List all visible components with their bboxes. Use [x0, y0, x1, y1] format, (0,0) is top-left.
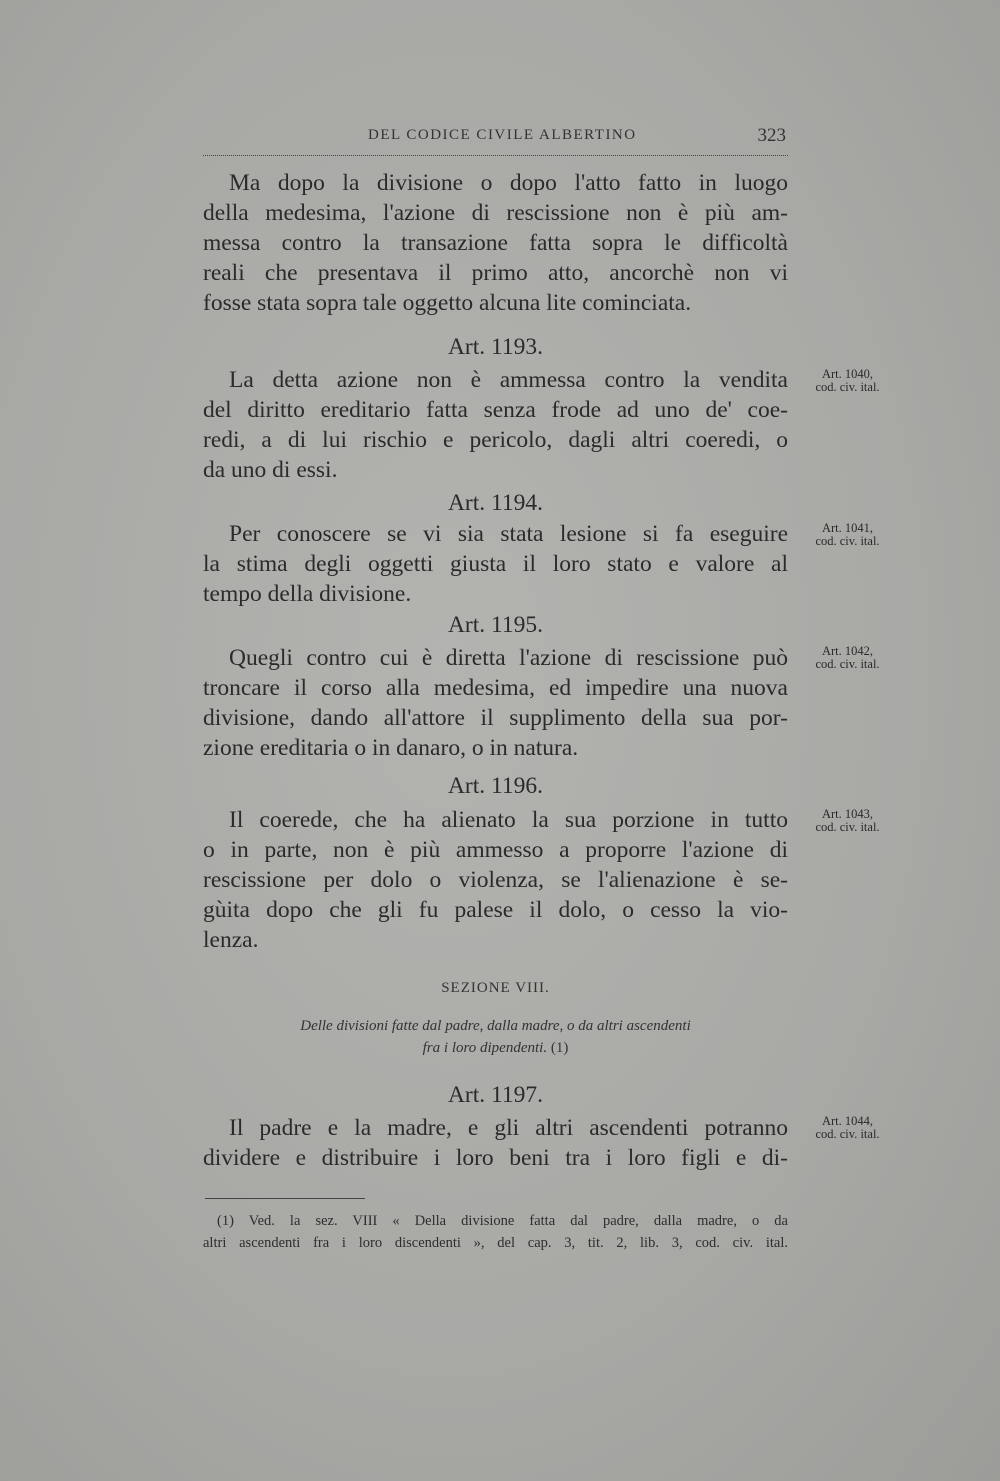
article-heading-1193: Art. 1193. — [447, 334, 544, 360]
margin-note-line: Art. 1040, — [821, 367, 874, 381]
page-number: 323 — [757, 125, 786, 146]
margin-note-line: Art. 1041, — [821, 521, 874, 535]
paragraph-article-1196 — [203, 805, 788, 955]
margin-note-1193 — [800, 368, 895, 394]
section-subtitle — [203, 1015, 788, 1059]
text-line: tempo della divisione. — [203, 581, 412, 607]
text-line: Per conoscere se vi sia stata lesione si fa eseguire — [229, 521, 788, 547]
text-line: Il coerede, che ha alienato la sua porzione in tutto — [229, 807, 788, 833]
margin-note-1195 — [800, 645, 895, 671]
margin-note-line: cod. civ. ital. — [815, 380, 880, 394]
article-heading-1194: Art. 1194. — [447, 490, 544, 516]
text-line: la stima degli oggetti giusta il loro stato e valore al — [203, 551, 788, 577]
text-line: La detta azione non è ammessa contro la vendita — [229, 367, 788, 393]
margin-note-line: Art. 1042, — [821, 644, 874, 658]
text-line: divisione, dando all'attore il supplimento della sua por- — [203, 705, 788, 731]
section-subtitle-line: Delle divisioni fatte dal padre, dalla madre, o da altri ascendenti — [300, 1018, 691, 1034]
text-line: da uno di essi. — [203, 457, 338, 483]
text-line: Ma dopo la divisione o dopo l'atto fatto in luogo — [229, 170, 788, 196]
paragraph-article-1194 — [203, 519, 788, 609]
text-line: troncare il corso alla medesima, ed impedire una nuova — [203, 675, 788, 701]
paragraph-article-1193 — [203, 365, 788, 485]
section-subtitle-line2 — [203, 1037, 788, 1059]
margin-note-line: Art. 1044, — [821, 1114, 874, 1128]
paragraph-article-1195 — [203, 643, 788, 763]
running-header — [203, 125, 788, 156]
section-title: SEZIONE VIII. — [441, 980, 550, 996]
footnote-reference[interactable]: (1) — [550, 1040, 569, 1056]
text-line: reali che presentava il primo atto, ancorchè non vi — [203, 260, 788, 286]
paragraph-continuation — [203, 168, 788, 318]
footnote-line: (1) Ved. la sez. VIII « Della divisione fatta dal padre, dalla madre, o da — [217, 1213, 788, 1229]
text-line: rescissione per dolo o violenza, se l'alienazione è se- — [203, 867, 788, 893]
text-line: della medesima, l'azione di rescissione non è più am- — [203, 200, 788, 226]
margin-note-line: cod. civ. ital. — [815, 534, 880, 548]
text-line: redi, a di lui rischio e pericolo, dagli altri coeredi, o — [203, 427, 788, 453]
margin-note-line: Art. 1043, — [821, 807, 874, 821]
text-line: gùita dopo che gli fu palese il dolo, o cesso la vio- — [203, 897, 788, 923]
text-line: lenza. — [203, 927, 259, 953]
text-line: o in parte, non è più ammesso a proporre l'azione di — [203, 837, 788, 863]
text-line: dividere e distribuire i loro beni tra i loro figli e di- — [203, 1145, 788, 1171]
article-heading-1196: Art. 1196. — [447, 773, 544, 799]
section-subtitle-text: fra i loro dipendenti. — [422, 1040, 548, 1056]
paragraph-article-1197 — [203, 1113, 788, 1173]
text-line: messa contro la transazione fatta sopra le difficoltà — [203, 230, 788, 256]
article-heading-1197: Art. 1197. — [447, 1082, 544, 1108]
margin-note-1194 — [800, 522, 895, 548]
margin-note-line: cod. civ. ital. — [815, 1127, 880, 1141]
text-line: Quegli contro cui è diretta l'azione di rescissione può — [229, 645, 788, 671]
footnote-line: altri ascendenti fra i loro discendenti », del cap. 3, tit. 2, lib. 3, cod. civ. ital. — [203, 1235, 788, 1251]
margin-note-line: cod. civ. ital. — [815, 657, 880, 671]
footnote-divider — [205, 1198, 365, 1199]
margin-note-line: cod. civ. ital. — [815, 820, 880, 834]
text-line: del diritto ereditario fatta senza frode ad uno de' coe- — [203, 397, 788, 423]
footnote — [203, 1210, 788, 1254]
margin-note-1197 — [800, 1115, 895, 1141]
text-line: Il padre e la madre, e gli altri ascendenti potranno — [229, 1115, 788, 1141]
text-line: fosse stata sopra tale oggetto alcuna lite cominciata. — [203, 290, 692, 316]
article-heading-1195: Art. 1195. — [447, 612, 544, 638]
text-line: zione ereditaria o in danaro, o in natura. — [203, 735, 579, 761]
margin-note-1196 — [800, 808, 895, 834]
running-title: DEL CODICE CIVILE ALBERTINO — [368, 127, 637, 143]
